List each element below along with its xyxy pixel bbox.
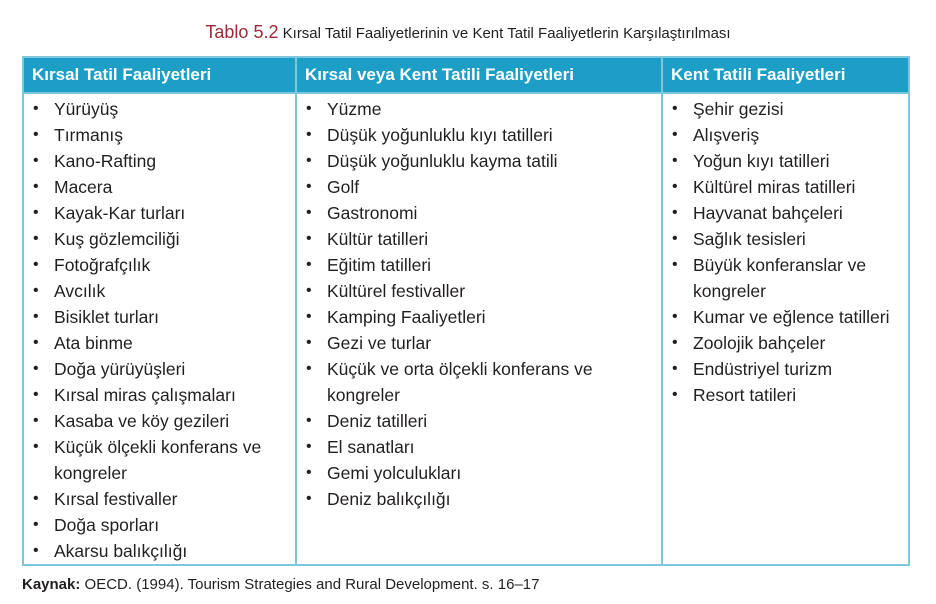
header-urban-activities: Kent Tatili Faaliyetleri [671, 65, 846, 84]
list-item: • Doğa yürüyüşleri [24, 356, 295, 382]
list-item: • Avcılık [24, 278, 295, 304]
list-item: • Gemi yolculukları [297, 460, 661, 486]
source-citation [22, 576, 539, 593]
header-rural-activities: Kırsal Tatil Faaliyetleri [24, 58, 297, 92]
list-item: • Kültür tatilleri [297, 226, 661, 252]
list-item: • Deniz balıkçılığı [297, 486, 661, 512]
list-item: • Hayvanat bahçeleri [663, 200, 908, 226]
list-item: • Resort tatileri [663, 382, 908, 408]
list-item: • Bisiklet turları [24, 304, 295, 330]
list-item: • Ata binme [24, 330, 295, 356]
list-item: • Yürüyüş [24, 96, 295, 122]
list-item: • Kumar ve eğlence tatilleri [663, 304, 908, 330]
list-item: • Alışveriş [663, 122, 908, 148]
source-text: OECD. (1994). Tourism Strategies and Rural Development. s. 16–17 [84, 576, 540, 593]
list-item: • Eğitim tatilleri [297, 252, 661, 278]
list-item: • Akarsu balıkçılığı [24, 538, 295, 564]
rural-activities-cell [24, 94, 297, 564]
list-item: • Büyük konferanslar ve kongreler [663, 252, 908, 304]
list-item: • Düşük yoğunluklu kayma tatili [297, 148, 661, 174]
list-item: • Kültürel festivaller [297, 278, 661, 304]
list-item: • Zoolojik bahçeler [663, 330, 908, 356]
table-caption [0, 22, 936, 43]
list-item: • Şehir gezisi [663, 96, 908, 122]
list-item: • Kuş gözlemciliği [24, 226, 295, 252]
list-item: • Kırsal festivaller [24, 486, 295, 512]
list-item: • Küçük ve orta ölçekli konferans ve kongreler [297, 356, 661, 408]
list-item: • Doğa sporları [24, 512, 295, 538]
list-item: • Düşük yoğunluklu kıyı tatilleri [297, 122, 661, 148]
comparison-table [22, 56, 910, 566]
list-item: • Sağlık tesisleri [663, 226, 908, 252]
header-rural-or-urban-activities: Kırsal veya Kent Tatili Faaliyetleri [297, 58, 663, 92]
list-item: • El sanatları [297, 434, 661, 460]
rural-or-urban-activities-cell [297, 94, 663, 564]
urban-activities-list [663, 96, 908, 408]
list-item: • Kamping Faaliyetleri [297, 304, 661, 330]
list-item: • Kırsal miras çalışmaları [24, 382, 295, 408]
rural-activities-list [24, 96, 295, 564]
list-item: • Gastronomi [297, 200, 661, 226]
list-item: • Tırmanış [24, 122, 295, 148]
list-item: • Kano-Rafting [24, 148, 295, 174]
urban-activities-cell [663, 94, 908, 564]
list-item: • Kültürel miras tatilleri [663, 174, 908, 200]
table-header-row [24, 58, 908, 94]
rural-or-urban-activities-list [297, 96, 661, 512]
list-item: • Gezi ve turlar [297, 330, 661, 356]
list-item: • Golf [297, 174, 661, 200]
list-item: • Kasaba ve köy gezileri [24, 408, 295, 434]
list-item: • Macera [24, 174, 295, 200]
table-body-row [24, 94, 908, 564]
list-item: • Endüstriyel turizm [663, 356, 908, 382]
table-title: Kırsal Tatil Faaliyetlerinin ve Kent Tatil Faaliyetlerin Karşılaştırılması [282, 25, 731, 42]
list-item: • Deniz tatilleri [297, 408, 661, 434]
list-item: • Yoğun kıyı tatilleri [663, 148, 908, 174]
list-item: • Küçük ölçekli konferans ve kongreler [24, 434, 295, 486]
table-number: Tablo 5.2 [205, 22, 279, 42]
list-item: • Kayak-Kar turları [24, 200, 295, 226]
source-label: Kaynak: [22, 576, 81, 593]
list-item: • Yüzme [297, 96, 661, 122]
list-item: • Fotoğrafçılık [24, 252, 295, 278]
